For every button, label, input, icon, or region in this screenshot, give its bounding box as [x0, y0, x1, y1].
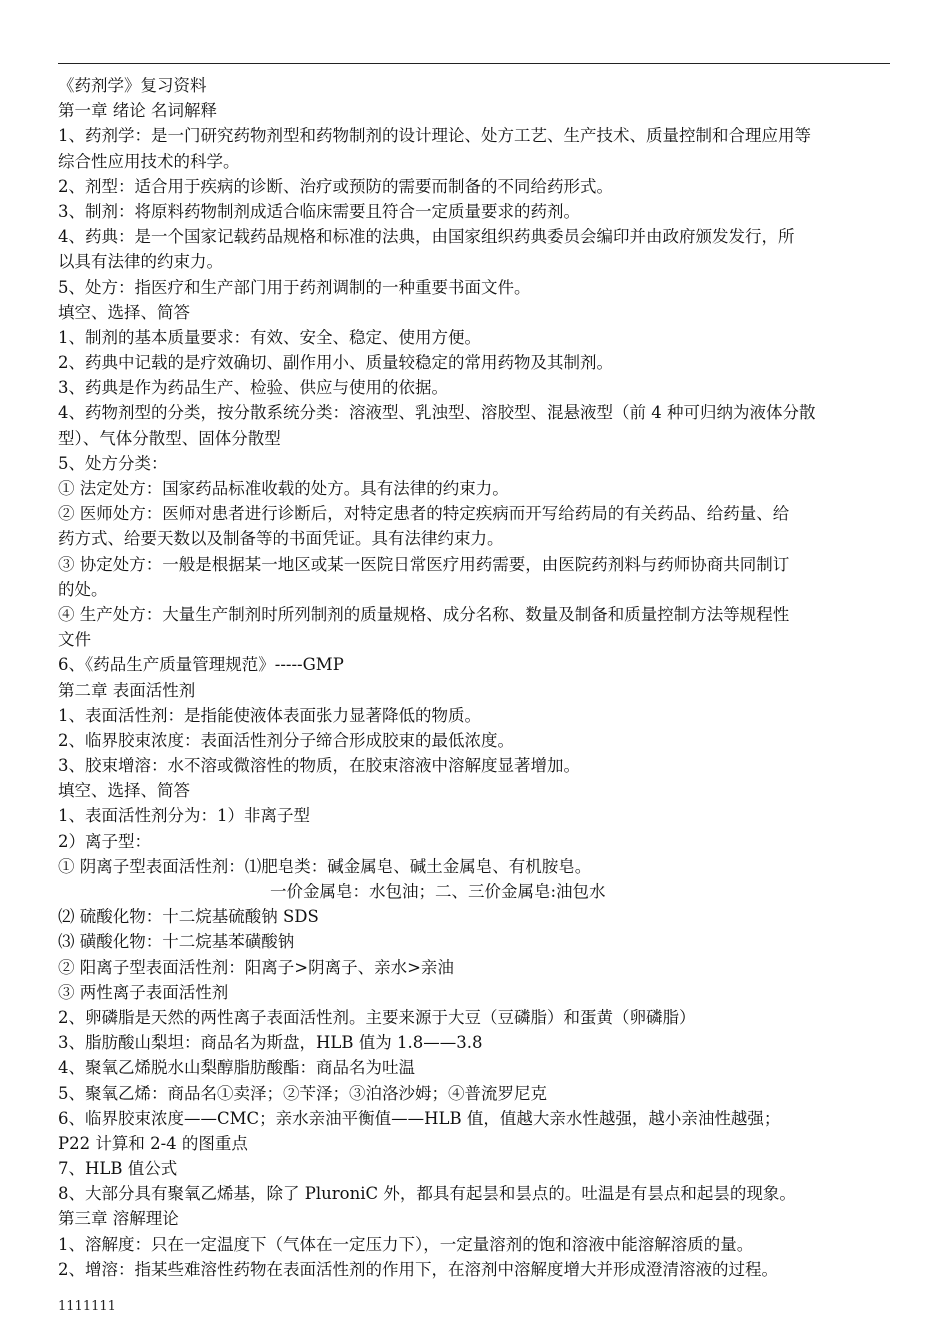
- section-heading: 填空、选择、简答: [58, 781, 190, 801]
- text-line: 5、处方分类：: [58, 453, 168, 473]
- text-line: ② 阳离子型表面活性剂：阳离子>阴离子、亲水>亲油: [58, 957, 454, 977]
- text-line: 6、《药品生产质量管理规范》-----GMP: [58, 655, 344, 675]
- text-line: 2、临界胶束浓度：表面活性剂分子缔合形成胶束的最低浓度。: [58, 730, 514, 750]
- text-line: 1、溶解度：只在一定温度下（气体在一定压力下），一定量溶剂的饱和溶液中能溶解溶质的量。: [58, 1234, 754, 1254]
- text-line: ③ 协定处方：一般是根据某一地区或某一医院日常医疗用药需要，由医院药剂料与药师协商共同制订: [58, 554, 790, 574]
- text-line: 2、药典中记载的是疗效确切、副作用小、质量较稳定的常用药物及其制剂。: [58, 353, 613, 373]
- text-line: ① 法定处方：国家药品标准收载的处方。具有法律的约束力。: [58, 479, 509, 498]
- text-line: 5、处方：指医疗和生产部门用于药剂调制的一种重要书面文件。: [58, 277, 531, 297]
- text-line: 药方式、给要天数以及制备等的书面凭证。具有法律约束力。: [58, 529, 504, 549]
- text-line: 4、药典：是一个国家记载药品规格和标准的法典，由国家组织药典委员会编印并由政府颁发发行，所: [58, 227, 795, 247]
- document-title: 《药剂学》复习资料: [58, 76, 207, 95]
- text-line: 1、药剂学：是一门研究药物剂型和药物制剂的设计理论、处方工艺、生产技术、质量控制和合理应用等: [58, 126, 811, 146]
- text-line: 2、剂型：适合用于疾病的诊断、治疗或预防的需要而制备的不同给药形式。: [58, 176, 613, 196]
- chapter-heading: 第三章 溶解理论: [58, 1209, 179, 1229]
- text-line: 一价金属皂：水包油；二、三价金属皂:油包水: [270, 882, 606, 901]
- text-line: 8、大部分具有聚氧乙烯基，除了 PluroniC 外，都具有起昙和昙点的。吐温是有昙点和起昙的现象。: [58, 1184, 796, 1204]
- text-line: 以具有法律的约束力。: [58, 252, 223, 272]
- text-line: 文件: [58, 630, 91, 650]
- page-footer: 1111111: [58, 1299, 116, 1314]
- document-body: [58, 73, 898, 1282]
- chapter-heading: 第一章 绪论 名词解释: [58, 101, 217, 121]
- text-line: 7、HLB 值公式: [58, 1159, 178, 1179]
- text-line: P22 计算和 2-4 的图重点: [58, 1133, 248, 1153]
- text-line: 1、表面活性剂：是指能使液体表面张力显著降低的物质。: [58, 705, 481, 725]
- text-line: 3、脂肪酸山梨坦：商品名为斯盘，HLB 值为 1.8——3.8: [58, 1033, 483, 1053]
- text-line: ③ 两性离子表面活性剂: [58, 982, 229, 1002]
- text-line: ① 阴离子型表面活性剂：⑴肥皂类：碱金属皂、碱土金属皂、有机胺皂。: [58, 856, 592, 876]
- text-line: 1、表面活性剂分为：1）非离子型: [58, 806, 310, 826]
- text-line: 的处。: [58, 579, 108, 599]
- text-line: 综合性应用技术的科学。: [58, 151, 240, 171]
- text-line: 4、聚氧乙烯脱水山梨醇脂肪酸酯：商品名为吐温: [58, 1058, 415, 1078]
- text-line: ⑶ 磺酸化物：十二烷基苯磺酸钠: [58, 932, 295, 952]
- text-line: 3、药典是作为药品生产、检验、供应与使用的依据。: [58, 378, 448, 398]
- text-line: ⑵ 硫酸化物：十二烷基硫酸钠 SDS: [58, 907, 319, 927]
- text-line: 2）离子型：: [58, 831, 151, 851]
- text-line: 3、胶束增溶：水不溶或微溶性的物质，在胶束溶液中溶解度显著增加。: [58, 756, 580, 776]
- section-heading: 填空、选择、简答: [58, 302, 190, 322]
- text-line: ② 医师处方：医师对患者进行诊断后，对特定患者的特定疾病而开写给药局的有关药品、给药量、给: [58, 504, 790, 524]
- text-line: 6、临界胶束浓度——CMC；亲水亲油平衡值——HLB 值，值越大亲水性越强，越小亲油性越强；: [58, 1108, 781, 1128]
- text-line: 3、制剂：将原料药物制剂成适合临床需要且符合一定质量要求的药剂。: [58, 201, 580, 221]
- text-line: 5、聚氧乙烯：商品名①卖泽；②苄泽；③泊洛沙姆；④普流罗尼克: [58, 1083, 547, 1103]
- chapter-heading: 第二章 表面活性剂: [58, 680, 196, 700]
- text-line: 型）、气体分散型、固体分散型: [58, 428, 281, 448]
- text-line: 2、卵磷脂是天然的两性离子表面活性剂。主要来源于大豆（豆磷脂）和蛋黄（卵磷脂）: [58, 1007, 696, 1027]
- text-line: ④ 生产处方：大量生产制剂时所列制剂的质量规格、成分名称、数量及制备和质量控制方法等规程性: [58, 604, 790, 624]
- text-line: 4、药物剂型的分类，按分散系统分类：溶液型、乳浊型、溶胶型、混悬液型（前 4 种可归纳为液体分散: [58, 403, 816, 423]
- header-rule: [58, 63, 890, 64]
- text-line: 2、增溶：指某些难溶性药物在表面活性剂的作用下，在溶剂中溶解度增大并形成澄清溶液的过程。: [58, 1259, 778, 1279]
- text-line: 1、制剂的基本质量要求：有效、安全、稳定、使用方便。: [58, 327, 481, 347]
